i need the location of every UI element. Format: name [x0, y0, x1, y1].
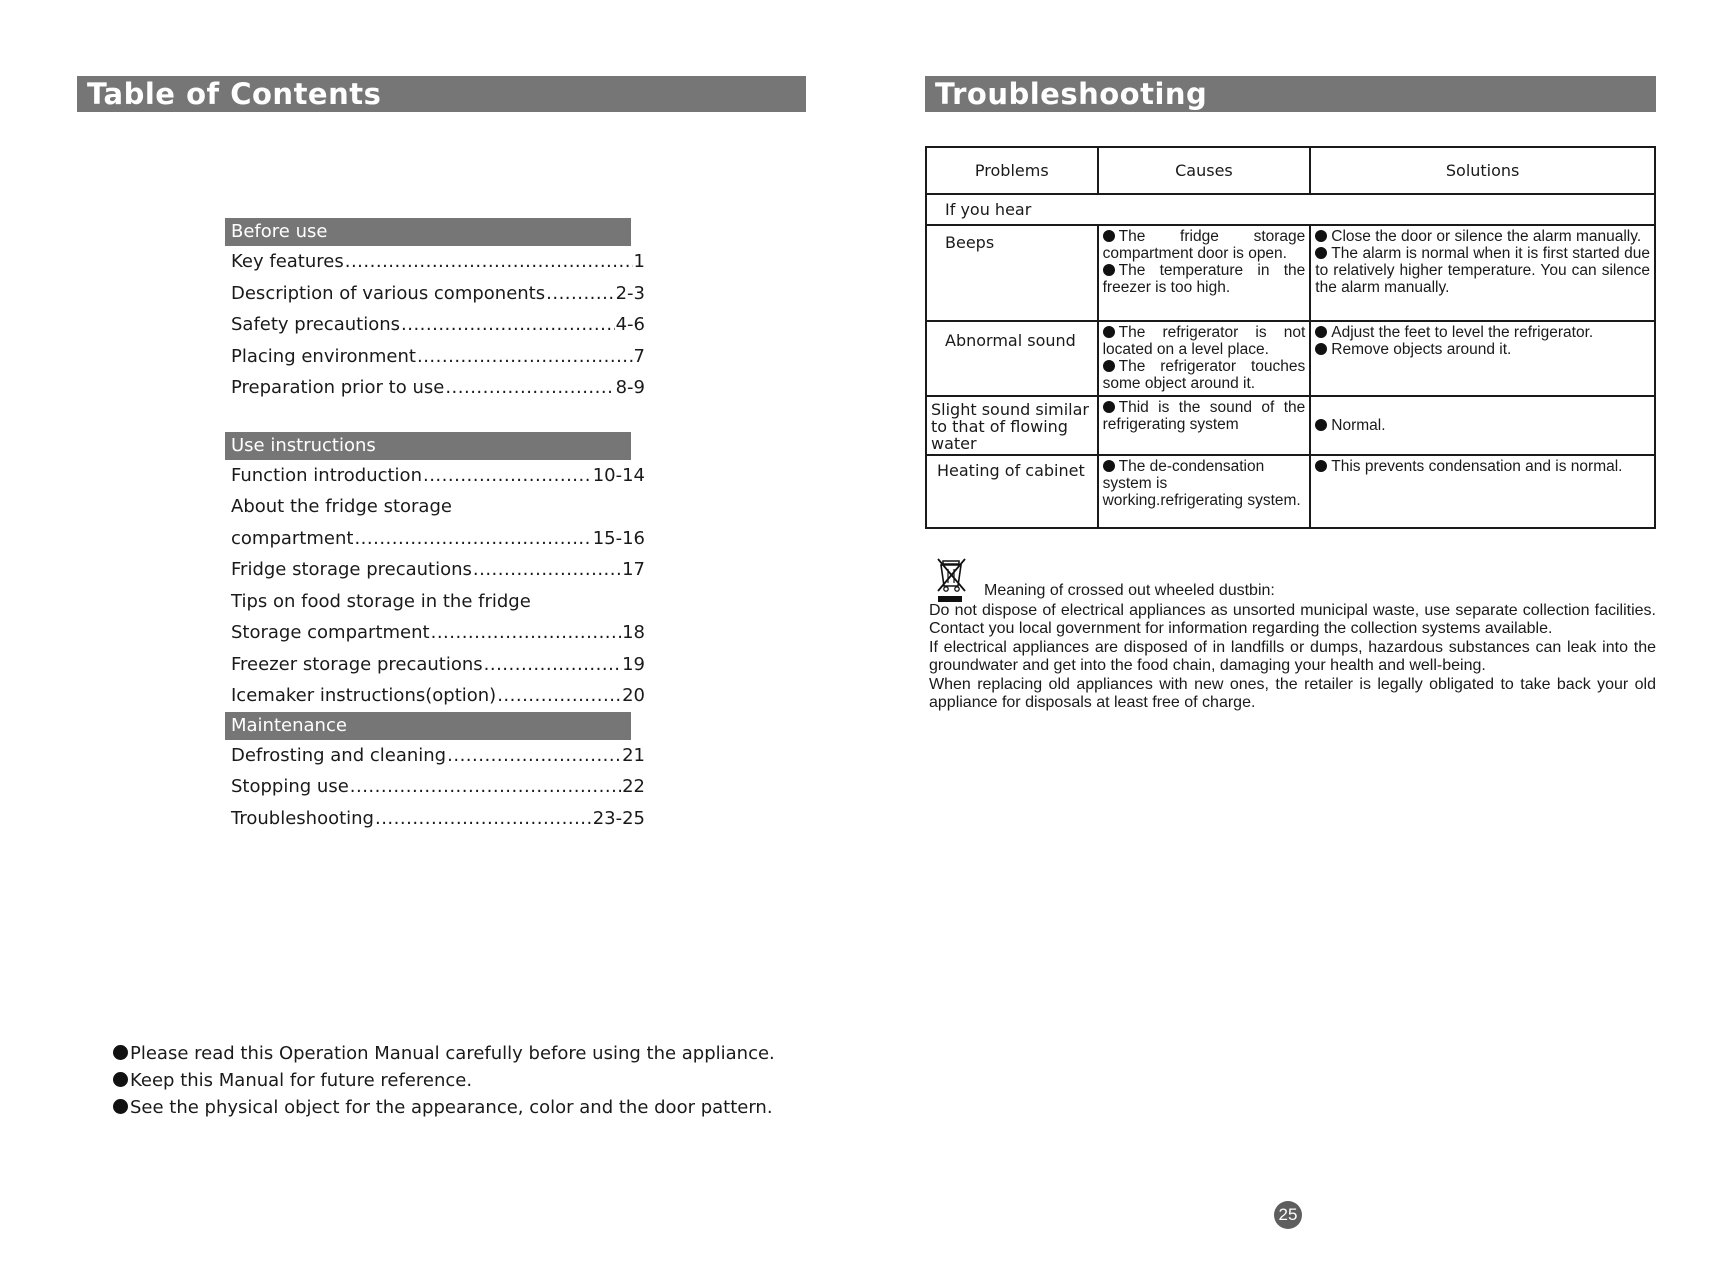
toc-entry: Safety precautions ..... 4-6 — [225, 309, 645, 341]
bullet-icon — [113, 1099, 128, 1114]
group-label: If you hear — [926, 194, 1655, 225]
header-solutions: Solutions — [1310, 147, 1655, 194]
toc-entry: Function introduction ..... 10-14 — [225, 460, 645, 492]
disposal-heading: Meaning of crossed out wheeled dustbin: — [984, 582, 1275, 599]
bullet-icon — [1315, 326, 1327, 338]
toc-entry: About the fridge storage — [231, 496, 452, 517]
toc-entry: Freezer storage precautions ..... 19 — [225, 649, 645, 681]
usage-notes — [113, 1040, 775, 1121]
toc-entry: Preparation prior to use ..... 8-9 — [225, 372, 645, 404]
toc-entry: Storage compartment ..... 18 — [225, 617, 645, 649]
toc-entry: Tips on food storage in the fridge — [231, 590, 531, 612]
note-item: Please read this Operation Manual carefully before using the appliance. — [113, 1040, 775, 1067]
header-problems: Problems — [926, 147, 1098, 194]
toc-section-use-instructions: Use instructions — [225, 432, 631, 460]
bullet-icon — [1315, 419, 1327, 431]
toc-entry: Description of various components ..... 2-3 — [225, 278, 645, 310]
toc-entry: Fridge storage precautions ..... 17 — [225, 554, 645, 586]
bullet-icon — [1103, 401, 1115, 413]
header-causes: Causes — [1098, 147, 1311, 194]
note-item: Keep this Manual for future reference. — [113, 1067, 775, 1094]
toc-section-maintenance: Maintenance — [225, 712, 631, 740]
table-group-row — [926, 194, 1655, 225]
bullet-icon — [1103, 326, 1115, 338]
problem-cell: Abnormal sound — [926, 321, 1098, 396]
disposal-paragraph: When replacing old appliances with new ones, the retailer is legally obligated to take back your old appliance for disposals at least free of charge. — [929, 675, 1656, 711]
troubleshooting-title: Troubleshooting — [925, 76, 1656, 112]
crossed-out-bin-icon — [934, 556, 968, 604]
toc-entry: Icemaker instructions(option) ..... 20 — [225, 680, 645, 712]
table-row — [926, 321, 1655, 396]
bullet-icon — [1315, 460, 1327, 472]
bullet-icon — [1103, 264, 1115, 276]
table-row — [926, 455, 1655, 528]
bullet-icon — [1315, 230, 1327, 242]
bullet-icon — [1103, 230, 1115, 242]
problem-cell: Heating of cabinet — [926, 455, 1098, 528]
disposal-notice — [929, 556, 1656, 713]
bullet-icon — [1315, 247, 1327, 259]
toc-entry: Troubleshooting ..... 23-25 — [225, 803, 645, 835]
toc-entry: Defrosting and cleaning ..... 21 — [225, 740, 645, 772]
causes-cell: The de-condensation system is working.refrigerating system. — [1098, 455, 1311, 528]
causes-cell: Thid is the sound of the refrigerating system — [1098, 396, 1311, 455]
bullet-icon — [113, 1072, 128, 1087]
table-row — [926, 396, 1655, 455]
disposal-paragraph: If electrical appliances are disposed of in landfills or dumps, hazardous substances can leak into the groundwater and get into the food chain, damaging your health and well-being. — [929, 638, 1656, 674]
solutions-cell: Adjust the feet to level the refrigerator. Remove objects around it. — [1310, 321, 1655, 396]
note-item: See the physical object for the appearance, color and the door pattern. — [113, 1094, 775, 1121]
page-number: 25 — [1274, 1201, 1302, 1229]
table-row — [926, 225, 1655, 321]
bullet-icon — [1103, 460, 1115, 472]
problem-cell: Beeps — [926, 225, 1098, 321]
solutions-cell: Normal. — [1310, 396, 1655, 455]
bullet-icon — [113, 1045, 128, 1060]
toc-entry: Key features ..... 1 — [225, 246, 645, 278]
toc-title: Table of Contents — [77, 76, 806, 112]
toc-entry: Stopping use ..... 22 — [225, 771, 645, 803]
disposal-paragraph: Do not dispose of electrical appliances as unsorted municipal waste, use separate collection facilities. Contact you local government for information regarding the collection systems available. — [929, 601, 1656, 637]
table-header-row — [926, 147, 1655, 194]
bullet-icon — [1103, 360, 1115, 372]
causes-cell: The refrigerator is not located on a level place. The refrigerator touches some object around it. — [1098, 321, 1311, 396]
toc-entry: Placing environment ..... 7 — [225, 341, 645, 373]
problem-cell: Slight sound similar to that of flowing water — [926, 396, 1098, 455]
toc-list — [225, 218, 645, 834]
solutions-cell: This prevents condensation and is normal. — [1310, 455, 1655, 528]
solutions-cell: Close the door or silence the alarm manually. The alarm is normal when it is first started due to relatively higher temperature. You can silence the alarm manually. — [1310, 225, 1655, 321]
toc-entry: compartment ..... 15-16 — [225, 523, 645, 555]
toc-section-before-use: Before use — [225, 218, 631, 246]
bullet-icon — [1315, 343, 1327, 355]
causes-cell: The fridge storage compartment door is open. The temperature in the freezer is too high. — [1098, 225, 1311, 321]
troubleshooting-table — [925, 146, 1656, 529]
